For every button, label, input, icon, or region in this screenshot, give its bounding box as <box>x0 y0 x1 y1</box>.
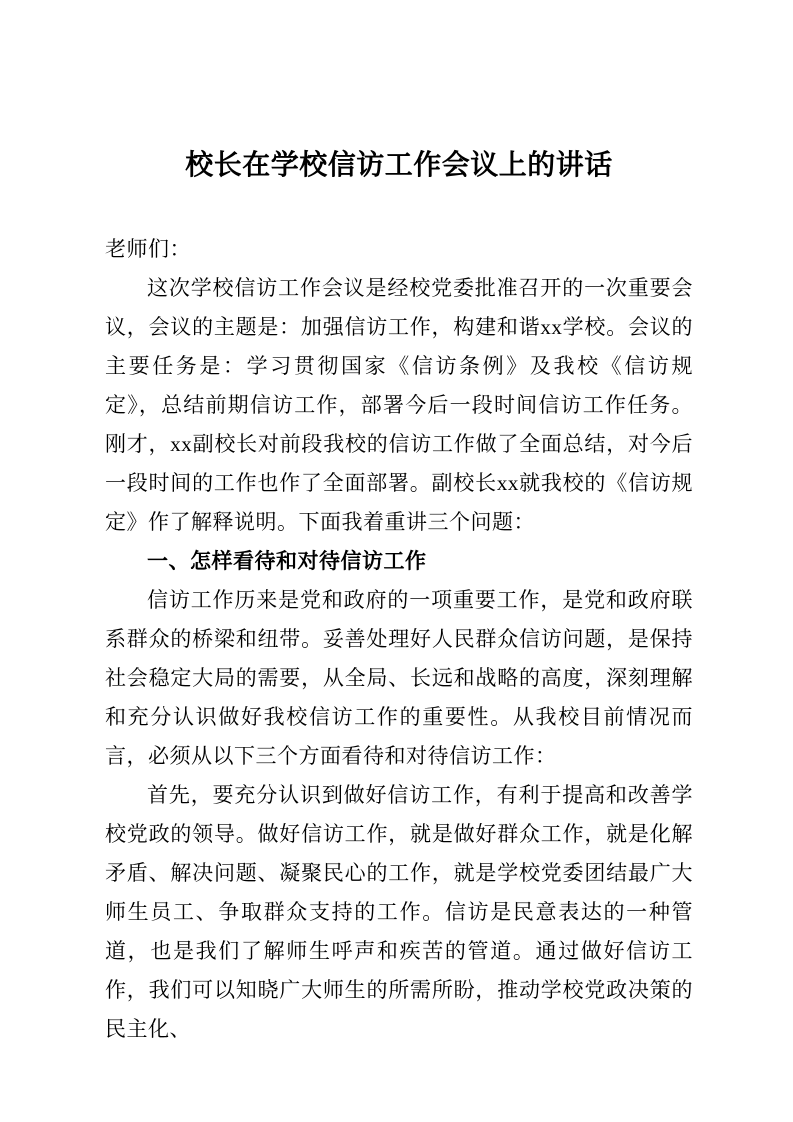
section-heading-1: 一、怎样看待和对待信访工作 <box>147 549 427 574</box>
paragraph-intro: 这次学校信访工作会议是经校党委批准召开的一次重要会议，会议的主题是：加强信访工作，构建和谐xx学校。会议的主要任务是：学习贯彻国家《信访条例》及我校《信访规定》，总结前期信访工作，部署今后一段时间信访工作任务。刚才，xx副校长对前段我校的信访工作做了全面总结，对今后一段时间的工作也作了全面部署。副校长xx就我校的《信访规定》作了解释说明。下面我着重讲三个问题： <box>105 276 693 535</box>
document-title: 校长在学校信访工作会议上的讲话 <box>185 150 613 181</box>
paragraph-body-2: 首先，要充分认识到做好信访工作，有利于提高和改善学校党政的领导。做好信访工作，就是做好群众工作，就是化解矛盾、解决问题、凝聚民心的工作，就是学校党委团结最广大师生员工、争取群众支持的工作。信访是民意表达的一种管道，也是我们了解师生呼声和疾苦的管道。通过做好信访工作，我们可以知晓广大师生的所需所盼，推动学校党政决策的民主化、 <box>105 783 693 1042</box>
paragraph-salutation: 老师们： <box>105 237 191 262</box>
paragraph-body-1: 信访工作历来是党和政府的一项重要工作，是党和政府联系群众的桥梁和纽带。妥善处理好人民群众信访问题，是保持社会稳定大局的需要，从全局、长远和战略的高度，深刻理解和充分认识做好我校信访工作的重要性。从我校目前情况而言，必须从以下三个方面看待和对待信访工作： <box>105 588 693 769</box>
